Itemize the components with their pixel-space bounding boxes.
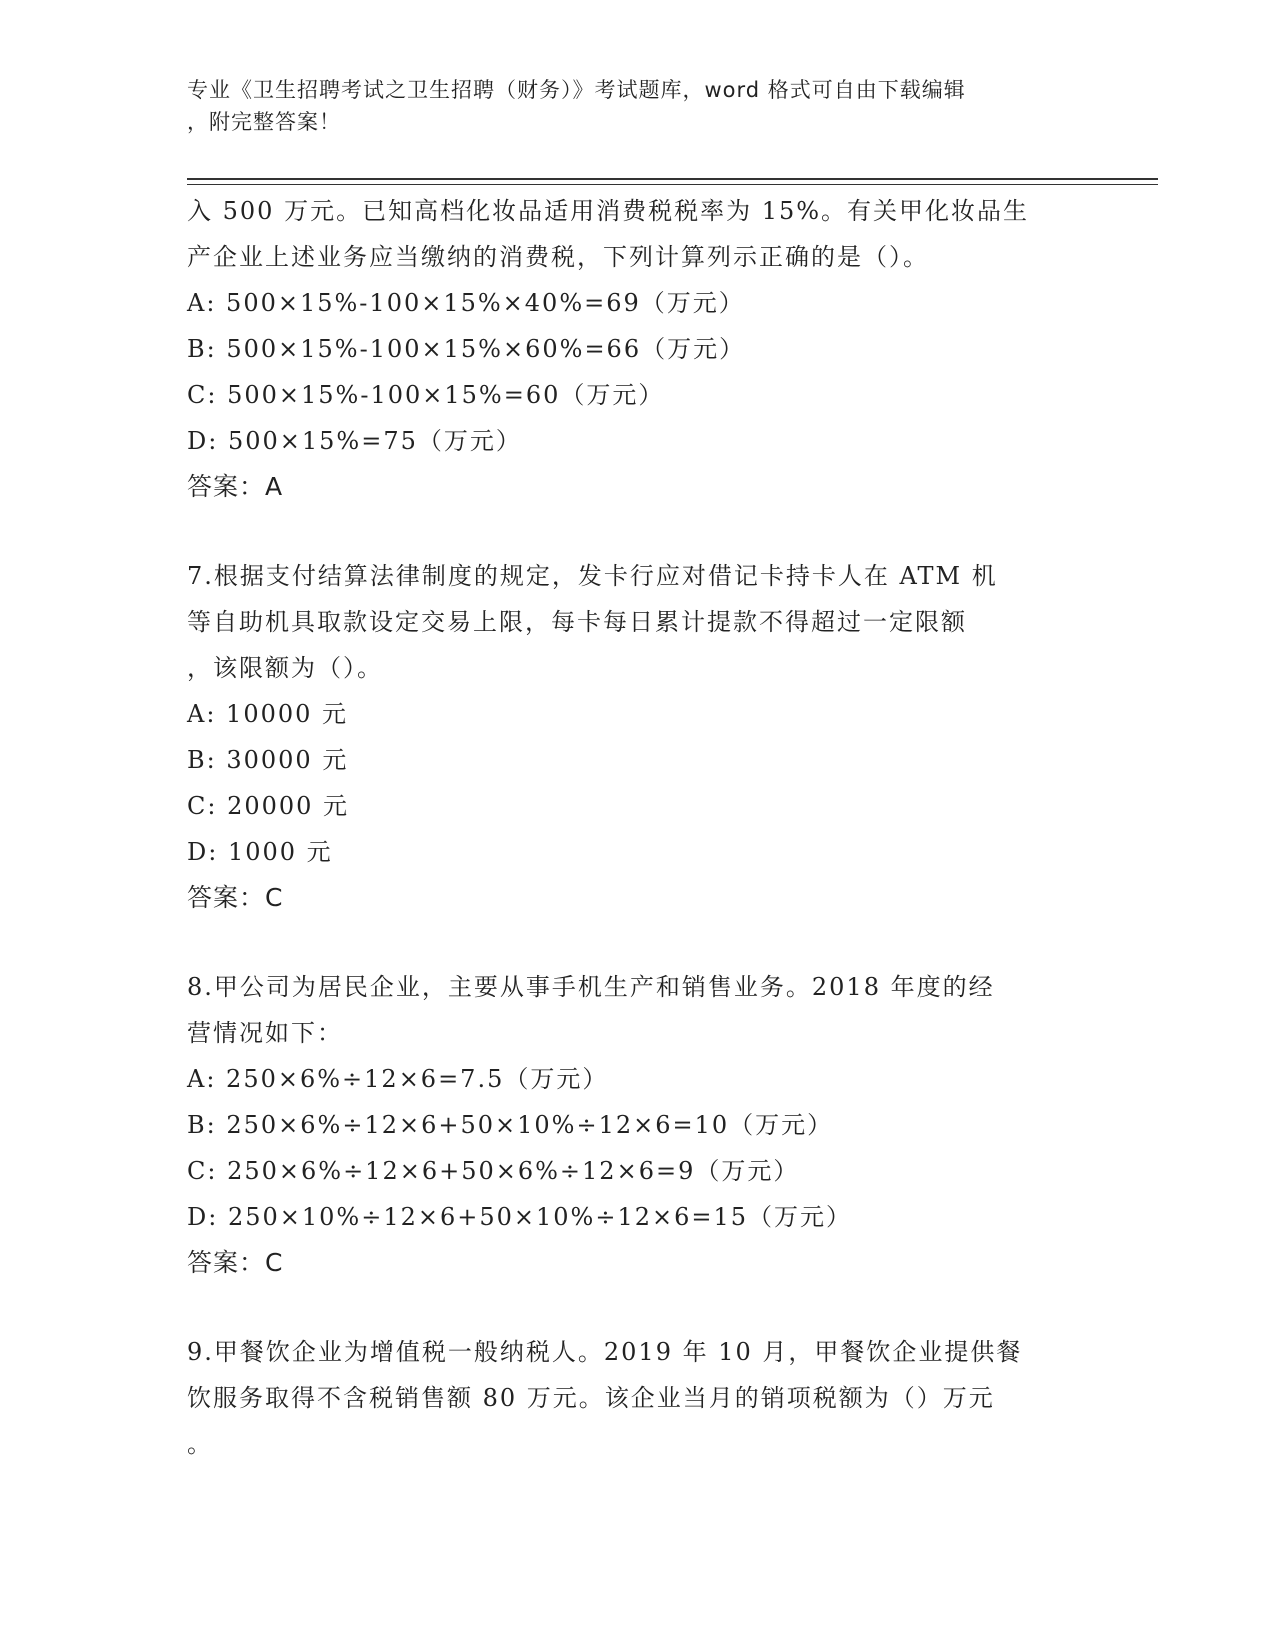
option-a: A: 250×6%÷12×6=7.5（万元）: [187, 1065, 609, 1093]
question-stem-line: 饮服务取得不含税销售额 80 万元。该企业当月的销项税额为（）万元: [187, 1384, 995, 1412]
question-stem-line: 营情况如下：: [187, 1019, 343, 1047]
document-body: [187, 188, 1087, 1467]
option-c: C: 20000 元: [187, 792, 350, 820]
question-stem-line: ，该限额为（）。: [187, 654, 383, 682]
answer: 答案：A: [187, 472, 284, 501]
option-b: B: 250×6%÷12×6+50×10%÷12×6=10（万元）: [187, 1111, 834, 1139]
question-9: [187, 1329, 1087, 1467]
option-d: D: 1000 元: [187, 838, 333, 866]
answer: 答案：C: [187, 883, 284, 912]
question-stem-line: 等自助机具取款设定交易上限，每卡每日累计提款不得超过一定限额: [187, 608, 967, 636]
header-divider-thick: [187, 178, 1158, 180]
header-title-line-1: 专业《卫生招聘考试之卫生招聘（财务）》考试题库，word 格式可自由下载编辑: [187, 78, 966, 102]
question-stem-line: 9.甲餐饮企业为增值税一般纳税人。2019 年 10 月，甲餐饮企业提供餐: [187, 1338, 1023, 1366]
question-stem-line: 。: [187, 1430, 213, 1458]
header-title-line-2: ，附完整答案！: [187, 110, 341, 134]
question-stem-line: 产企业上述业务应当缴纳的消费税，下列计算列示正确的是（）。: [187, 243, 929, 271]
question-stem-line: 8.甲公司为居民企业，主要从事手机生产和销售业务。2018 年度的经: [187, 973, 995, 1001]
option-c: C: 500×15%-100×15%=60（万元）: [187, 381, 665, 409]
answer: 答案：C: [187, 1248, 284, 1277]
question-7: [187, 553, 1087, 921]
question-6: [187, 188, 1087, 510]
spacer: [187, 510, 1087, 553]
header-divider-thin: [187, 184, 1158, 185]
option-a: A: 10000 元: [187, 700, 349, 728]
question-8: [187, 964, 1087, 1286]
document-header: [187, 74, 1067, 138]
option-a: A: 500×15%-100×15%×40%=69（万元）: [187, 289, 745, 317]
question-stem-line: 7.根据支付结算法律制度的规定，发卡行应对借记卡持卡人在 ATM 机: [187, 562, 998, 590]
option-d: D: 500×15%=75（万元）: [187, 427, 522, 455]
spacer: [187, 1286, 1087, 1329]
option-b: B: 500×15%-100×15%×60%=66（万元）: [187, 335, 746, 363]
option-d: D: 250×10%÷12×6+50×10%÷12×6=15（万元）: [187, 1203, 853, 1231]
option-b: B: 30000 元: [187, 746, 349, 774]
spacer: [187, 921, 1087, 964]
question-stem-line: 入 500 万元。已知高档化妆品适用消费税税率为 15%。有关甲化妆品生: [187, 197, 1030, 225]
option-c: C: 250×6%÷12×6+50×6%÷12×6=9（万元）: [187, 1157, 800, 1185]
